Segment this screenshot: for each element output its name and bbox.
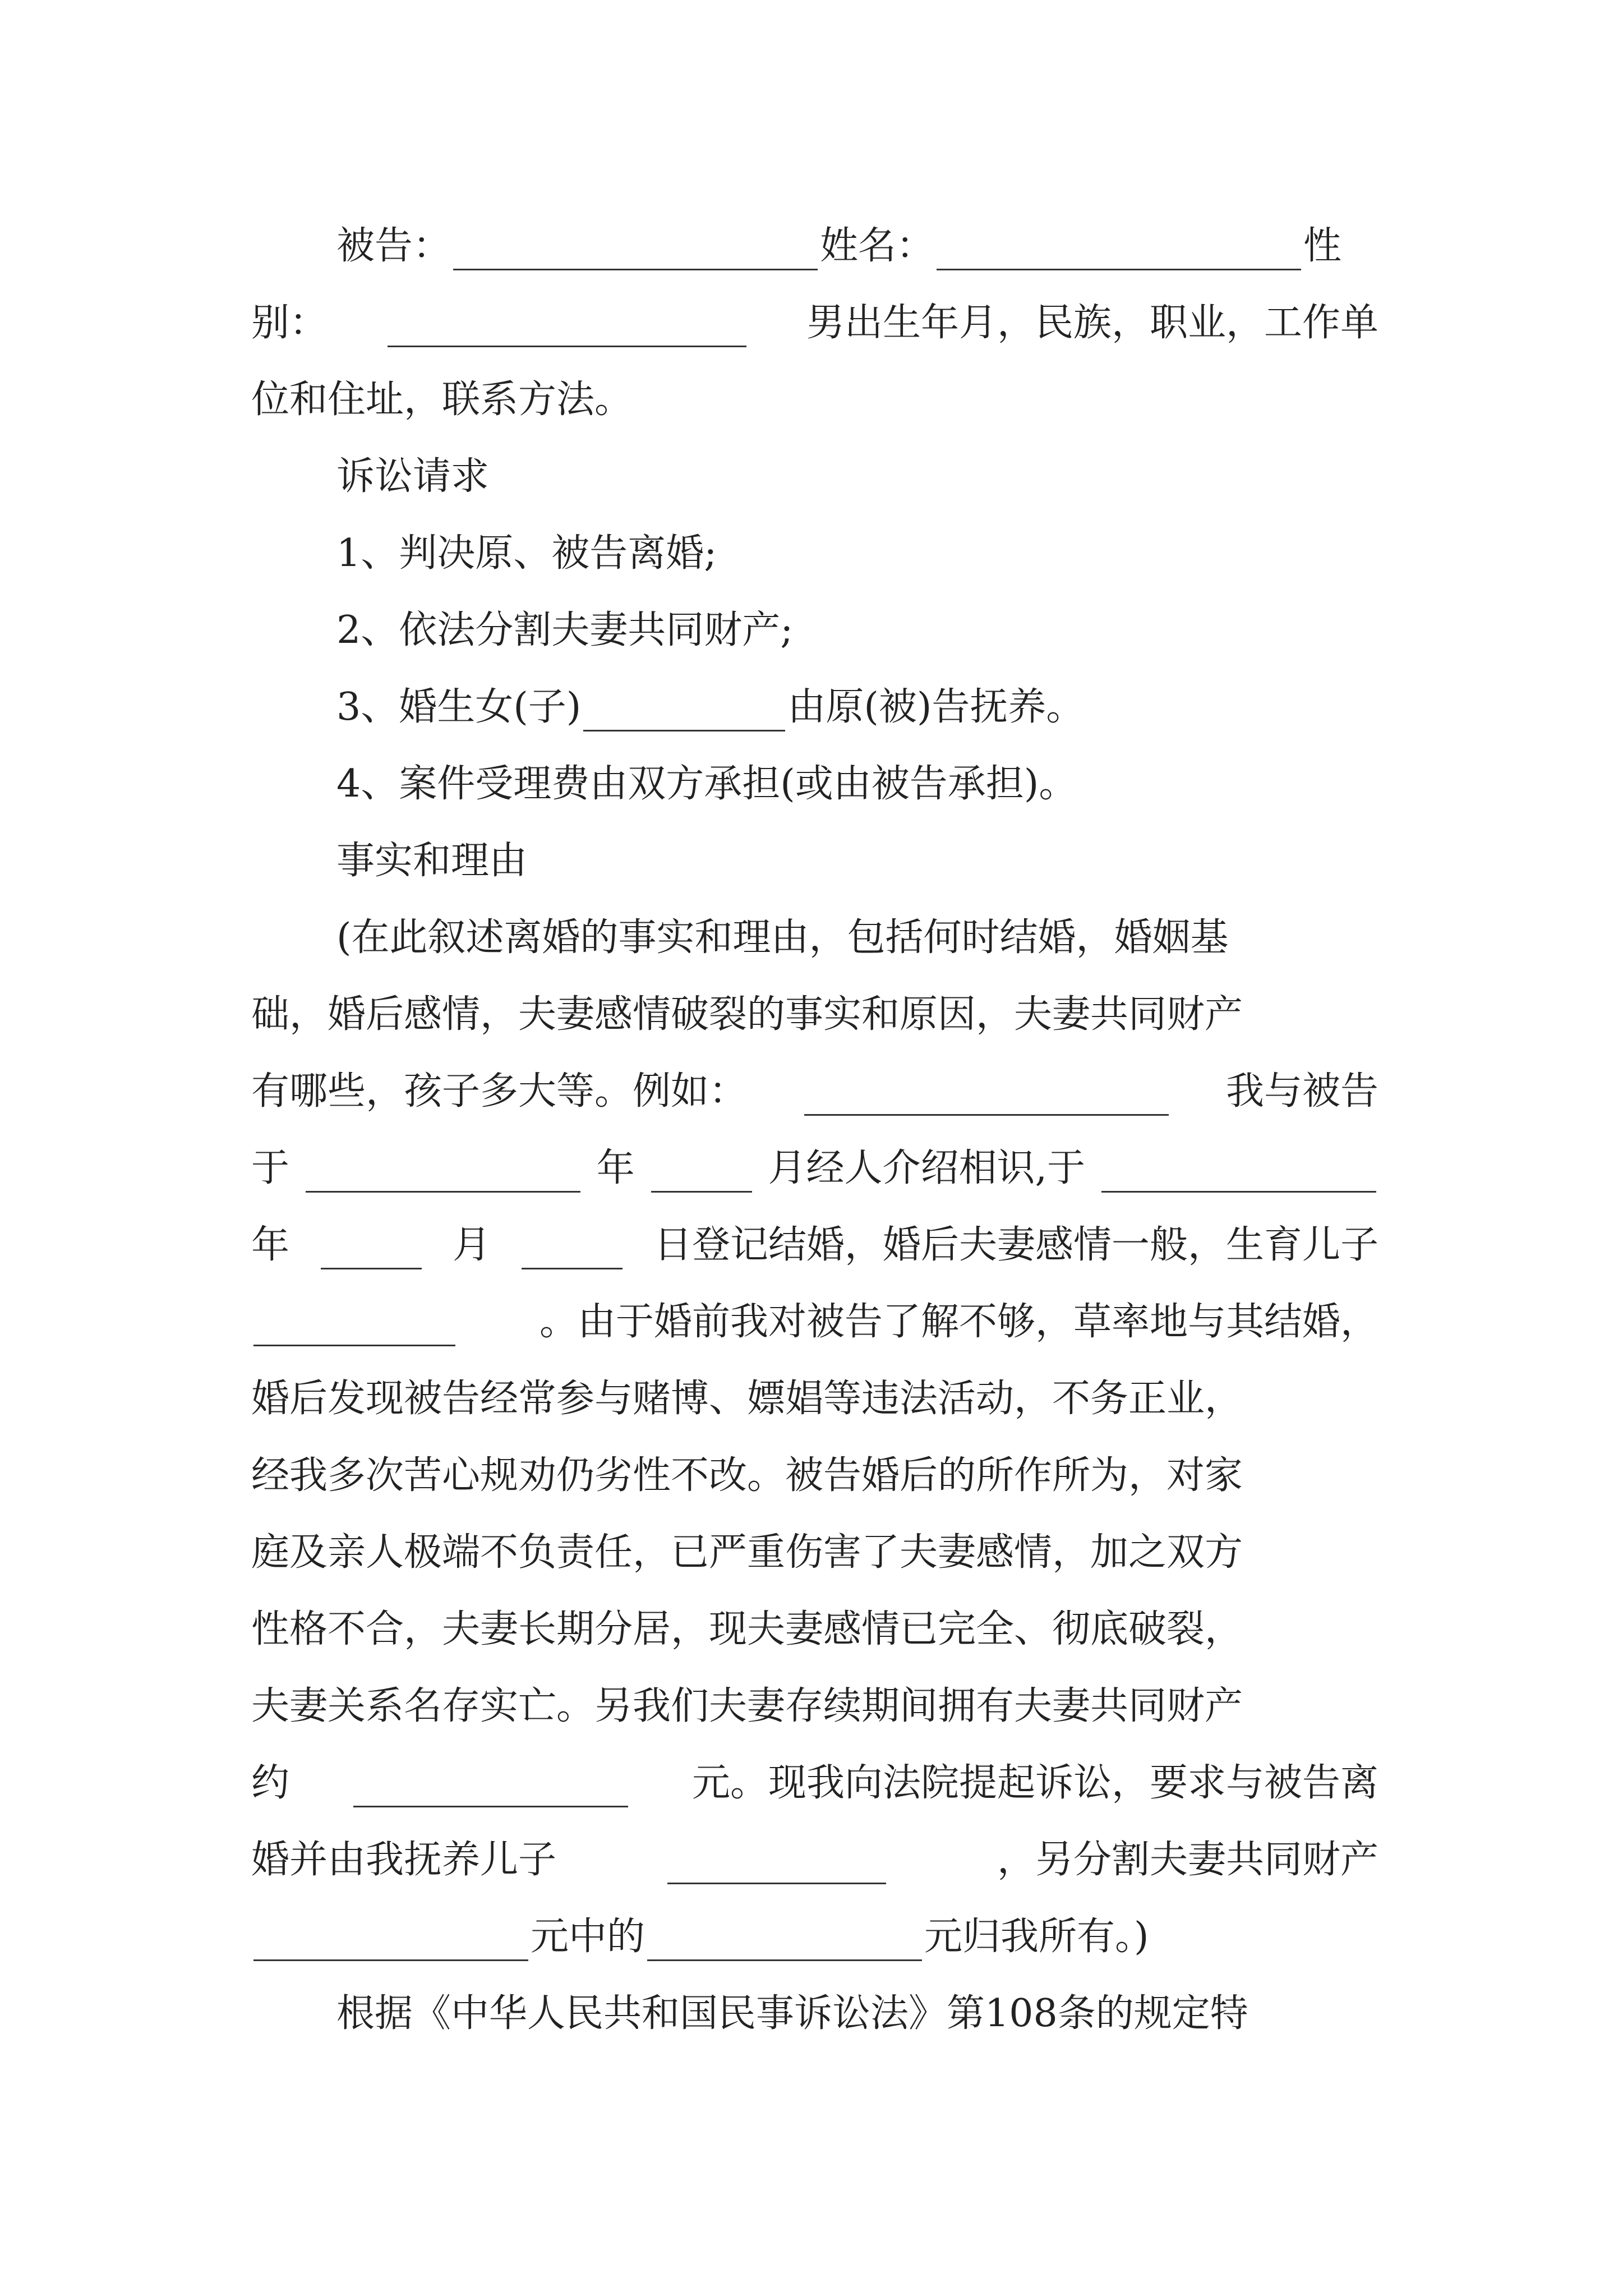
doc-text: 元归我所有。) [924,1915,1149,1959]
doc-text: 日登记结婚，婚后夫妻感情一般，生育儿子 [653,1223,1378,1267]
doc-line-legal-basis [251,1975,1378,2052]
fill-in-blank [353,1770,628,1807]
doc-line-facts-6 [251,1283,1378,1360]
doc-line-facts-12 [251,1745,1378,1821]
doc-text: 。由于婚前我对被告了解不够，草率地与其结婚， [539,1300,1378,1344]
doc-text: 根据《中华人民共和国民事诉讼法》第108条的规定特 [336,1991,1248,2036]
doc-line-facts-2 [251,976,1378,1053]
doc-line-facts-11 [251,1668,1378,1745]
doc-line-claim-3 [251,669,1378,746]
fill-in-blank [522,1232,623,1269]
doc-line-defendant-line [251,208,1378,284]
doc-text: 月 [452,1223,491,1267]
doc-text: 年 [596,1146,635,1190]
doc-line-facts-5 [251,1207,1378,1283]
doc-line-facts-3 [251,1053,1378,1130]
doc-text: 庭及亲人极端不负责任，已严重伤害了夫妻感情，加之双方 [251,1530,1243,1575]
doc-text: 4、案件受理费由双方承担(或由被告承担)。 [336,762,1077,806]
doc-line-address-line [251,361,1378,438]
doc-text: 被告： [336,224,451,268]
doc-line-facts-10 [251,1591,1378,1668]
doc-line-facts-4 [251,1130,1378,1207]
doc-line-facts-7 [251,1360,1378,1437]
doc-text: 1、判决原、被告离婚; [336,531,717,576]
doc-text: 位和住址，联系方法。 [251,378,633,422]
fill-in-blank [937,233,1301,270]
fill-in-blank [306,1155,580,1193]
doc-line-facts-14 [251,1898,1378,1975]
fill-in-blank [321,1232,422,1269]
doc-text: ，另分割夫妻共同财产 [997,1838,1378,1882]
fill-in-blank [1101,1155,1376,1193]
doc-text: 有哪些，孩子多大等。例如： [251,1069,748,1114]
doc-text: 性 [1303,224,1342,268]
doc-text: 础，婚后感情，夫妻感情破裂的事实和原因，夫妻共同财产 [251,992,1243,1037]
fill-in-blank [253,1924,528,1961]
doc-text: 我与被告 [1225,1069,1378,1114]
fill-in-blank [453,233,818,270]
doc-text: 3、婚生女(子) [336,685,582,729]
doc-text: 诉讼请求 [336,454,490,499]
doc-line-gender-line [251,284,1378,361]
doc-text: 姓名： [820,224,935,268]
doc-line-facts-13 [251,1821,1378,1898]
doc-text: 于 [251,1146,290,1190]
doc-text: 约 [251,1761,290,1805]
doc-text: 夫妻关系名存实亡。另我们夫妻存续期间拥有夫妻共同财产 [251,1684,1243,1728]
doc-text: 月经人介绍相识,于 [768,1146,1086,1190]
doc-text: 婚并由我抚养儿子 [251,1838,557,1882]
fill-in-blank [667,1847,886,1884]
fill-in-blank [388,310,746,347]
fill-in-blank [647,1924,922,1961]
doc-text: 年 [251,1223,290,1267]
doc-line-facts-9 [251,1514,1378,1591]
fill-in-blank [804,1078,1169,1116]
doc-text: 由原(被)告抚养。 [787,685,1085,729]
doc-line-facts-1 [251,899,1378,976]
doc-text: 性格不合，夫妻长期分居，现夫妻感情已完全、彻底破裂， [251,1607,1243,1651]
fill-in-blank [651,1155,752,1193]
doc-line-claim-1 [251,515,1378,592]
doc-text: 元。现我向法院提起诉讼，要求与被告离 [691,1761,1378,1805]
doc-text: 事实和理由 [336,839,528,883]
doc-text: (在此叙述离婚的事实和理由，包括何时结婚，婚姻基 [336,915,1229,960]
doc-line-claim-2 [251,592,1378,669]
doc-text: 2、依法分割夫妻共同财产; [336,608,794,652]
doc-text: 婚后发现被告经常参与赌博、嫖娼等违法活动，不务正业， [251,1377,1243,1421]
document-body [251,208,1378,2052]
fill-in-blank [253,1309,455,1346]
doc-text: 元中的 [531,1915,645,1959]
doc-line-claims-heading [251,438,1378,515]
doc-text: 别： [251,301,328,345]
fill-in-blank [583,694,785,731]
doc-text: 男出生年月，民族，职业，工作单 [806,301,1378,345]
doc-line-facts-heading [251,822,1378,899]
doc-text: 经我多次苦心规劝仍劣性不改。被告婚后的所作所为，对家 [251,1453,1243,1498]
doc-line-claim-4 [251,746,1378,822]
doc-line-facts-8 [251,1437,1378,1514]
